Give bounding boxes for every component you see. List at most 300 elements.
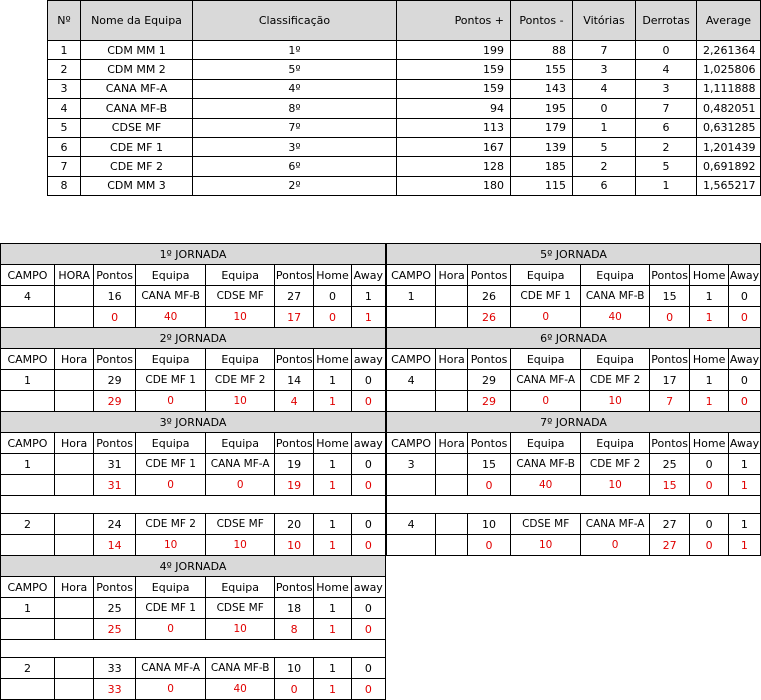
hora-cell (436, 286, 468, 307)
average-cell: 0,631285 (697, 118, 761, 137)
pontos-away-cell: 27 (649, 514, 690, 535)
spacer-cell (351, 496, 385, 514)
away-cell: 1 (728, 514, 760, 535)
campo-cell (387, 307, 436, 328)
campo-cell: 1 (1, 370, 55, 391)
header-equipa-away: Equipa (581, 433, 649, 454)
campo-cell (1, 535, 55, 556)
header-pontos-home: Pontos (94, 577, 136, 598)
campo-cell (1, 475, 55, 496)
jornada-1-table (0, 243, 386, 328)
campo-cell: 1 (387, 286, 436, 307)
jornada-2-table (0, 327, 386, 412)
points-for-cell: 180 (397, 176, 511, 195)
spacer-cell (274, 640, 313, 658)
jornada-header-row (1, 433, 386, 454)
points-for-cell: 159 (397, 79, 511, 98)
equipa-away-cell: CANA MF-B (206, 658, 274, 679)
home-cell: 0 (690, 454, 728, 475)
hora-cell (436, 535, 468, 556)
home-cell: 1 (314, 475, 351, 496)
score-points-row (387, 535, 761, 556)
game-row (1, 514, 386, 535)
spacer-cell (387, 496, 436, 514)
pontos-home-cell: 15 (468, 454, 511, 475)
home-cell: 1 (314, 370, 351, 391)
header-equipa-away: Equipa (206, 265, 274, 286)
header-away: Away (728, 349, 760, 370)
jornada-title-row (1, 244, 386, 265)
header-pontos-away: Pontos (649, 433, 690, 454)
jornada-5-table (386, 243, 761, 328)
campo-cell: 3 (387, 454, 436, 475)
header-away: away (351, 577, 385, 598)
jornada-header-row (1, 265, 386, 286)
wins-cell: 1 (573, 118, 636, 137)
campo-cell: 4 (1, 286, 55, 307)
header-hora: Hora (54, 349, 93, 370)
home-cell: 1 (314, 598, 351, 619)
equipa-home-cell: 0 (135, 391, 206, 412)
home-cell: 1 (314, 658, 351, 679)
hora-cell (54, 679, 93, 700)
rank-number-cell: 3 (48, 79, 81, 98)
score-points-row (1, 535, 386, 556)
equipa-home-cell: CDE MF 1 (135, 370, 206, 391)
points-against-cell: 185 (511, 157, 573, 176)
header-equipa-away: Equipa (206, 577, 274, 598)
equipa-away-cell: CDSE MF (206, 286, 274, 307)
jornada-header-row (387, 265, 761, 286)
jornada-title: 2º JORNADA (1, 328, 386, 349)
header-home: Home (690, 349, 728, 370)
away-cell: 0 (728, 370, 760, 391)
pontos-home-cell: 26 (468, 307, 511, 328)
equipa-home-cell: 0 (135, 475, 206, 496)
team-name-cell: CANA MF-A (81, 79, 193, 98)
equipa-home-cell: CANA MF-A (135, 658, 206, 679)
equipa-home-cell: 0 (510, 307, 581, 328)
pontos-away-cell: 8 (274, 619, 313, 640)
header-campo: CAMPO (1, 433, 55, 454)
spacer-cell (94, 640, 136, 658)
pontos-away-cell: 25 (649, 454, 690, 475)
campo-cell (387, 391, 436, 412)
pontos-home-cell: 29 (94, 391, 136, 412)
game-row (387, 514, 761, 535)
hora-cell (436, 454, 468, 475)
jornada-6-table (386, 327, 761, 412)
header-pontos-away: Pontos (649, 265, 690, 286)
jornada-title: 6º JORNADA (387, 328, 761, 349)
hora-cell (436, 391, 468, 412)
wins-cell: 5 (573, 137, 636, 156)
spacer-cell (206, 640, 274, 658)
equipa-away-cell: CANA MF-A (206, 454, 274, 475)
average-cell: 0,482051 (697, 99, 761, 118)
away-cell: 0 (728, 391, 760, 412)
pontos-home-cell: 29 (94, 370, 136, 391)
equipa-away-cell: CDSE MF (206, 598, 274, 619)
rank-number-cell: 6 (48, 137, 81, 156)
equipa-away-cell: CDE MF 2 (206, 370, 274, 391)
jornada-title: 4º JORNADA (1, 556, 386, 577)
average-cell: 1,201439 (697, 137, 761, 156)
spacer-cell (135, 496, 206, 514)
campo-cell: 1 (1, 598, 55, 619)
equipa-home-cell: CDSE MF (510, 514, 581, 535)
wins-cell: 0 (573, 99, 636, 118)
campo-cell: 2 (1, 658, 55, 679)
spacer-cell (468, 496, 511, 514)
jornada-header-row (1, 349, 386, 370)
pontos-away-cell: 14 (274, 370, 313, 391)
home-cell: 1 (690, 307, 728, 328)
home-cell: 1 (314, 535, 351, 556)
header-equipa-home: Equipa (135, 349, 206, 370)
header-equipa-away: Equipa (206, 433, 274, 454)
header-pontos-home: Pontos (94, 349, 136, 370)
header-equipa-home: Equipa (510, 349, 581, 370)
home-cell: 0 (314, 286, 351, 307)
equipa-home-cell: 40 (135, 307, 206, 328)
header-pontos-away: Pontos (274, 433, 313, 454)
equipa-away-cell: CDE MF 2 (581, 454, 649, 475)
rank-number-cell: 1 (48, 41, 81, 60)
equipa-away-cell: 10 (581, 391, 649, 412)
campo-cell (387, 535, 436, 556)
campo-cell (1, 391, 55, 412)
pontos-home-cell: 33 (94, 658, 136, 679)
equipa-away-cell: 10 (206, 391, 274, 412)
header-away: away (351, 433, 385, 454)
pontos-home-cell: 0 (468, 535, 511, 556)
pontos-home-cell: 31 (94, 475, 136, 496)
classification-cell: 3º (193, 137, 397, 156)
pontos-home-cell: 14 (94, 535, 136, 556)
header-home: Home (314, 433, 351, 454)
equipa-away-cell: 0 (581, 535, 649, 556)
table-row (48, 60, 761, 79)
rank-number-cell: 8 (48, 176, 81, 195)
header-pontos-home: Pontos (94, 433, 136, 454)
pontos-away-cell: 27 (649, 535, 690, 556)
hora-cell (54, 286, 93, 307)
pontos-away-cell: 17 (649, 370, 690, 391)
team-name-cell: CDM MM 3 (81, 176, 193, 195)
rank-number-cell: 2 (48, 60, 81, 79)
wins-cell: 6 (573, 176, 636, 195)
score-points-row (1, 679, 386, 700)
hora-cell (54, 454, 93, 475)
pontos-away-cell: 0 (274, 679, 313, 700)
home-cell: 0 (314, 307, 351, 328)
pontos-home-cell: 29 (468, 370, 511, 391)
jornada-title-row (1, 328, 386, 349)
pontos-home-cell: 26 (468, 286, 511, 307)
header-pontos-home: Pontos (468, 433, 511, 454)
spacer-cell (690, 496, 728, 514)
pontos-home-cell: 10 (468, 514, 511, 535)
pontos-away-cell: 17 (274, 307, 313, 328)
classification-cell: 6º (193, 157, 397, 176)
equipa-away-cell: 0 (206, 475, 274, 496)
pontos-home-cell: 31 (94, 454, 136, 475)
equipa-home-cell: CANA MF-A (510, 370, 581, 391)
pontos-home-cell: 0 (468, 475, 511, 496)
hora-cell (54, 307, 93, 328)
campo-cell (1, 619, 55, 640)
home-cell: 1 (690, 391, 728, 412)
spacer-cell (274, 496, 313, 514)
spacer-cell (728, 496, 760, 514)
header-away: Away (351, 265, 385, 286)
classification-cell: 8º (193, 99, 397, 118)
home-cell: 0 (690, 514, 728, 535)
home-cell: 1 (690, 370, 728, 391)
header-campo: CAMPO (387, 433, 436, 454)
equipa-away-cell: CDE MF 2 (581, 370, 649, 391)
spacer-cell (1, 640, 55, 658)
header-pontos-away: Pontos (274, 265, 313, 286)
losses-cell: 2 (636, 137, 697, 156)
classification-cell: 4º (193, 79, 397, 98)
spacer-row (387, 496, 761, 514)
score-points-row (387, 307, 761, 328)
classification-cell: 5º (193, 60, 397, 79)
header-equipa-home: Equipa (135, 577, 206, 598)
campo-cell (1, 307, 55, 328)
away-cell: 0 (728, 307, 760, 328)
losses-cell: 5 (636, 157, 697, 176)
spacer-cell (54, 496, 93, 514)
spacer-cell (94, 496, 136, 514)
pontos-home-cell: 0 (94, 307, 136, 328)
away-cell: 1 (351, 286, 385, 307)
header-equipa-home: Equipa (135, 265, 206, 286)
spacer-cell (54, 640, 93, 658)
points-against-cell: 195 (511, 99, 573, 118)
away-cell: 0 (351, 370, 385, 391)
spacer-row (1, 640, 386, 658)
pontos-away-cell: 27 (274, 286, 313, 307)
rank-number-cell: 7 (48, 157, 81, 176)
pontos-home-cell: 25 (94, 619, 136, 640)
team-name-cell: CDE MF 1 (81, 137, 193, 156)
header-hora: Hora (436, 265, 468, 286)
score-points-row (1, 619, 386, 640)
losses-cell: 7 (636, 99, 697, 118)
points-for-cell: 128 (397, 157, 511, 176)
team-name-cell: CDM MM 2 (81, 60, 193, 79)
away-cell: 0 (351, 475, 385, 496)
spacer-cell (351, 640, 385, 658)
header-away: Away (728, 265, 760, 286)
away-cell: 1 (728, 475, 760, 496)
game-row (1, 454, 386, 475)
wins-cell: 2 (573, 157, 636, 176)
equipa-home-cell: CDE MF 2 (135, 514, 206, 535)
pontos-away-cell: 7 (649, 391, 690, 412)
losses-cell: 4 (636, 60, 697, 79)
pontos-home-cell: 25 (94, 598, 136, 619)
jornada-title-row (387, 328, 761, 349)
header-campo: CAMPO (1, 265, 55, 286)
points-against-cell: 139 (511, 137, 573, 156)
table-row (48, 118, 761, 137)
home-cell: 1 (314, 514, 351, 535)
header-home: Home (314, 265, 351, 286)
equipa-away-cell: 10 (206, 535, 274, 556)
points-for-cell: 113 (397, 118, 511, 137)
equipa-away-cell: 10 (206, 619, 274, 640)
home-cell: 1 (314, 619, 351, 640)
hora-cell (436, 514, 468, 535)
header-home: Home (314, 577, 351, 598)
table-row (48, 157, 761, 176)
away-cell: 0 (351, 658, 385, 679)
header-points-for: Pontos + (397, 1, 511, 41)
game-row (1, 286, 386, 307)
home-cell: 0 (690, 535, 728, 556)
hora-cell (54, 514, 93, 535)
header-hora: Hora (436, 433, 468, 454)
game-row (387, 286, 761, 307)
header-pontos-home: Pontos (468, 265, 511, 286)
game-row (1, 370, 386, 391)
spacer-row (1, 496, 386, 514)
header-pontos-away: Pontos (274, 349, 313, 370)
away-cell: 0 (351, 619, 385, 640)
jornada-title: 5º JORNADA (387, 244, 761, 265)
header-hora: Hora (436, 349, 468, 370)
team-name-cell: CDE MF 2 (81, 157, 193, 176)
points-for-cell: 94 (397, 99, 511, 118)
wins-cell: 3 (573, 60, 636, 79)
points-for-cell: 199 (397, 41, 511, 60)
pontos-home-cell: 29 (468, 391, 511, 412)
header-pontos-away: Pontos (274, 577, 313, 598)
jornada-title-row (387, 244, 761, 265)
header-hora: Hora (54, 433, 93, 454)
classification-cell: 1º (193, 41, 397, 60)
hora-cell (54, 370, 93, 391)
equipa-home-cell: 0 (510, 391, 581, 412)
header-equipa-home: Equipa (510, 433, 581, 454)
away-cell: 1 (728, 535, 760, 556)
losses-cell: 3 (636, 79, 697, 98)
away-cell: 0 (728, 286, 760, 307)
away-cell: 0 (351, 391, 385, 412)
game-row (387, 370, 761, 391)
header-equipa-away: Equipa (206, 349, 274, 370)
home-cell: 0 (690, 475, 728, 496)
header-pontos-home: Pontos (468, 349, 511, 370)
away-cell: 0 (351, 679, 385, 700)
points-against-cell: 179 (511, 118, 573, 137)
jornada-title-row (1, 412, 386, 433)
equipa-home-cell: 40 (510, 475, 581, 496)
spacer-cell (510, 496, 581, 514)
header-equipa-home: Equipa (510, 265, 581, 286)
spacer-cell (206, 496, 274, 514)
rank-number-cell: 4 (48, 99, 81, 118)
points-against-cell: 115 (511, 176, 573, 195)
hora-cell (436, 475, 468, 496)
pontos-away-cell: 10 (274, 535, 313, 556)
pontos-home-cell: 16 (94, 286, 136, 307)
campo-cell (1, 679, 55, 700)
equipa-home-cell: CDE MF 1 (135, 598, 206, 619)
equipa-home-cell: 0 (135, 619, 206, 640)
points-against-cell: 88 (511, 41, 573, 60)
team-name-cell: CDSE MF (81, 118, 193, 137)
header-campo: CAMPO (1, 349, 55, 370)
average-cell: 1,565217 (697, 176, 761, 195)
score-points-row (387, 391, 761, 412)
pontos-away-cell: 20 (274, 514, 313, 535)
losses-cell: 0 (636, 41, 697, 60)
equipa-home-cell: 0 (135, 679, 206, 700)
hora-cell (436, 370, 468, 391)
campo-cell: 1 (1, 454, 55, 475)
jornada-title: 3º JORNADA (1, 412, 386, 433)
equipa-home-cell: 10 (510, 535, 581, 556)
table-row (48, 41, 761, 60)
header-home: Home (690, 433, 728, 454)
jornada-title-row (387, 412, 761, 433)
points-against-cell: 143 (511, 79, 573, 98)
equipa-home-cell: CANA MF-B (135, 286, 206, 307)
jornada-4-table (0, 555, 386, 700)
ranking-header-row (48, 1, 761, 41)
pontos-away-cell: 19 (274, 454, 313, 475)
jornada-7-table (386, 411, 761, 556)
header-home: Home (690, 265, 728, 286)
equipa-away-cell: 10 (581, 475, 649, 496)
team-name-cell: CANA MF-B (81, 99, 193, 118)
header-classification: Classificação (193, 1, 397, 41)
campo-cell: 2 (1, 514, 55, 535)
jornada-title: 7º JORNADA (387, 412, 761, 433)
spacer-cell (436, 496, 468, 514)
game-row (1, 658, 386, 679)
header-losses: Derrotas (636, 1, 697, 41)
score-points-row (1, 391, 386, 412)
losses-cell: 6 (636, 118, 697, 137)
pontos-away-cell: 18 (274, 598, 313, 619)
ranking-table (47, 0, 761, 196)
equipa-away-cell: 40 (206, 679, 274, 700)
pontos-home-cell: 24 (94, 514, 136, 535)
hora-cell (54, 535, 93, 556)
jornada-header-row (1, 577, 386, 598)
jornada-header-row (387, 433, 761, 454)
hora-cell (54, 619, 93, 640)
header-equipa-away: Equipa (581, 265, 649, 286)
game-row (1, 598, 386, 619)
rank-number-cell: 5 (48, 118, 81, 137)
hora-cell (54, 598, 93, 619)
hora-cell (54, 658, 93, 679)
header-home: Home (314, 349, 351, 370)
header-campo: CAMPO (387, 349, 436, 370)
game-row (387, 454, 761, 475)
header-campo: CAMPO (1, 577, 55, 598)
spacer-cell (1, 496, 55, 514)
header-number: Nº (48, 1, 81, 41)
wins-cell: 4 (573, 79, 636, 98)
